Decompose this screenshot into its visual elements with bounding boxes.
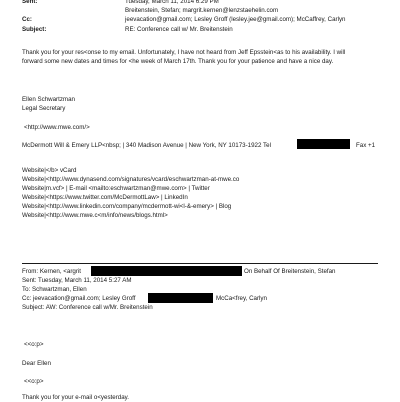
forward-separator bbox=[22, 263, 378, 264]
closing-line: Thank you for your e-mail o<yesterday. bbox=[22, 394, 130, 401]
fwd-subject: Subject: AW: Conference call w/Mr. Breitenstein bbox=[22, 304, 153, 311]
fwd-to: To: Schwartzman, Ellen bbox=[22, 286, 87, 293]
body-line-2: forward some new dates and times for <he week of March 17th. Thank you for your patience and have a nice day. bbox=[22, 58, 334, 65]
fwd-cc-prefix: Cc: jeevacation@gmail.com; Lesley Groff bbox=[22, 295, 136, 302]
subject-label: Subject: bbox=[22, 26, 47, 33]
redaction-cc-email bbox=[148, 293, 213, 303]
signature-address: McDermott Will & Emery LLP<nbsp; | 340 Madison Avenue | New York, NY 10173-1922 Tel bbox=[22, 142, 271, 149]
fwd-sent: Sent: Tuesday, March 11, 2014 5:27 AM bbox=[22, 277, 132, 284]
signature-name: Ellen Schwartzman bbox=[22, 96, 75, 103]
fwd-from-suffix: On Behalf Of Breitenstein, Stefan bbox=[244, 268, 336, 275]
fwd-cc-suffix: McCa<frey, Carlyn bbox=[216, 295, 267, 302]
cc-label: Cc: bbox=[22, 16, 32, 23]
op-tag-2: <<o:p> bbox=[24, 378, 44, 385]
body-line-1: Thank you for your res<onse to my email. Unfortunately, I have not heard from Jeff Epsstein<as to his availability. I will bbox=[22, 49, 346, 56]
signature-url[interactable]: <http://www.mwe.com/> bbox=[24, 124, 90, 131]
signature-fax: Fax +1 bbox=[356, 142, 376, 149]
redaction-phone bbox=[297, 139, 350, 149]
sent-label: Sent: bbox=[22, 0, 38, 5]
subject-value: RE: Conference call w/ Mr. Breitenstein bbox=[125, 26, 233, 33]
signature-linkedin-line[interactable]: Website|<http://www.linkedin.com/company/mcdermott-wi<l-&-emery> | Blog bbox=[22, 203, 232, 210]
fwd-from-prefix: From: Kernen, <argrit bbox=[22, 268, 81, 275]
redaction-from-email bbox=[91, 266, 242, 276]
to-value: Breitenstein, Stefan; margrit.kernen@lenzstaehelin.com bbox=[125, 7, 279, 14]
signature-twitter-line[interactable]: Website|<https://www.twitter.com/McDermottLaw> | LinkedIn bbox=[22, 194, 188, 201]
greeting: Dear Ellen bbox=[22, 360, 51, 367]
signature-vcard[interactable]: Website|</b> vCard bbox=[22, 167, 77, 174]
signature-email-line[interactable]: Website|m.vcf> | E-mail <mailto:eschwartzman@mwe.com> | Twitter bbox=[22, 185, 210, 192]
signature-vcard-url[interactable]: Website|<http://www.dynasend.com/signatures/vcard/eschwartzman-at-mwe.co bbox=[22, 176, 240, 183]
signature-blog-line[interactable]: Website|<http://www.mwe.c<m/info/news/blogs.html> bbox=[22, 212, 168, 219]
signature-title: Legal Secretary bbox=[22, 105, 66, 112]
sent-value: Tuesday, March 11, 2014 6:29 PM bbox=[125, 0, 219, 5]
op-tag-1: <<o:p> bbox=[24, 341, 44, 348]
cc-value: jeevacation@gmail.com; Lesley Groff (lesley.jee@gmail.com); McCaffrey, Carlyn bbox=[125, 16, 346, 23]
